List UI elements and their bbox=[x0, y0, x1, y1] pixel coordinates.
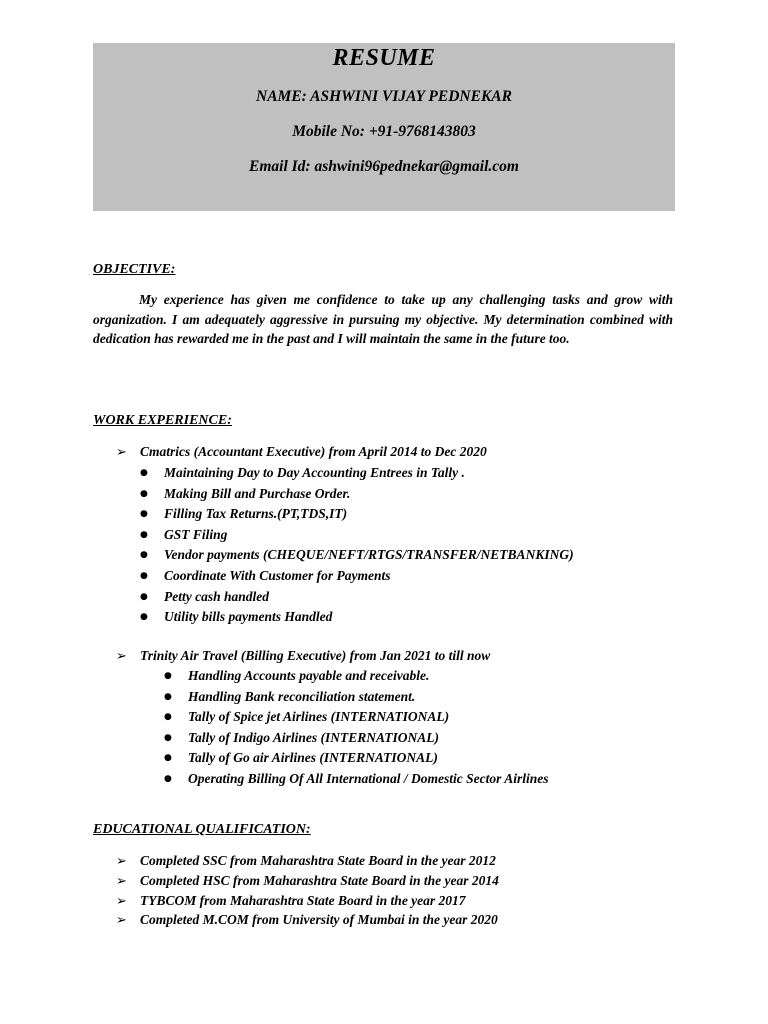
education-item bbox=[116, 912, 498, 928]
header-box bbox=[93, 43, 675, 211]
objective-paragraph bbox=[93, 290, 673, 349]
duty-item bbox=[140, 527, 227, 543]
duty-text: GST Filing bbox=[164, 526, 228, 542]
bullet-dot-icon: ● bbox=[140, 488, 148, 499]
duty-text: Handling Accounts payable and receivable. bbox=[188, 668, 430, 683]
duty-text: Maintaining Day to Day Accounting Entrees in Tally . bbox=[164, 465, 465, 480]
arrow-bullet-icon: ➢ bbox=[116, 893, 127, 909]
mobile-line: Mobile No: +91-9768143803 bbox=[292, 123, 476, 140]
education-text: Completed SSC from Maharashtra State Board in the year 2012 bbox=[140, 853, 496, 868]
education-text: Completed M.COM from University of Mumbai in the year 2020 bbox=[140, 912, 498, 928]
name-line: NAME: ASHWINI VIJAY PEDNEKAR bbox=[256, 88, 512, 105]
bullet-dot-icon: ● bbox=[164, 753, 172, 764]
bullet-dot-icon: ● bbox=[140, 468, 148, 478]
duty-text: Utility bills payments Handled bbox=[164, 609, 333, 625]
resume-title: RESUME bbox=[332, 45, 436, 71]
job-title bbox=[116, 648, 490, 664]
duty-text: Tally of Indigo Airlines (INTERNATIONAL) bbox=[188, 729, 440, 745]
bullet-dot-icon: ● bbox=[164, 774, 172, 784]
duty-item bbox=[140, 465, 465, 481]
duty-item bbox=[140, 568, 391, 584]
education-text: TYBCOM from Maharashtra State Board in the year 2017 bbox=[140, 892, 466, 908]
education-item bbox=[116, 873, 499, 889]
bullet-dot-icon: ● bbox=[140, 550, 148, 561]
duty-item bbox=[164, 709, 449, 725]
duty-item bbox=[140, 506, 347, 522]
arrow-bullet-icon: ➢ bbox=[116, 854, 127, 869]
arrow-bullet-icon: ➢ bbox=[116, 445, 127, 460]
duty-text: Filling Tax Returns.(PT,TDS,IT) bbox=[164, 506, 348, 522]
duty-item bbox=[164, 730, 439, 746]
duty-text: Coordinate With Customer for Payments bbox=[164, 568, 391, 583]
duty-item bbox=[140, 486, 350, 502]
objective-text: My experience has given me confidence to take up any challenging tasks and grow with organization. I am adequately aggressive in pursuing my objective. My determination combined with dedication has rewarded me in the past and I will maintain the same in the future too. bbox=[93, 292, 673, 346]
bullet-dot-icon: ● bbox=[164, 732, 172, 743]
arrow-bullet-icon: ➢ bbox=[116, 913, 127, 929]
education-heading: EDUCATIONAL QUALIFICATION: bbox=[93, 822, 311, 837]
duty-item bbox=[164, 689, 415, 705]
bullet-dot-icon: ● bbox=[140, 612, 148, 623]
bullet-dot-icon: ● bbox=[164, 691, 172, 702]
objective-heading: OBJECTIVE: bbox=[93, 262, 176, 277]
duty-item bbox=[140, 589, 269, 605]
bullet-dot-icon: ● bbox=[164, 671, 172, 681]
duty-text: Handling Bank reconciliation statement. bbox=[188, 688, 416, 704]
duty-text: Vendor payments (CHEQUE/NEFT/RTGS/TRANSFER/NETBANKING) bbox=[164, 547, 574, 563]
duty-text: Tally of Spice jet Airlines (INTERNATIONAL) bbox=[188, 709, 450, 725]
duty-item bbox=[140, 547, 574, 563]
job-title-text: Cmatrics (Accountant Executive) from April 2014 to Dec 2020 bbox=[140, 444, 487, 459]
education-text: Completed HSC from Maharashtra State Board in the year 2014 bbox=[140, 872, 499, 888]
duty-text: Tally of Go air Airlines (INTERNATIONAL) bbox=[188, 750, 438, 766]
job-title bbox=[116, 444, 487, 460]
duty-item bbox=[140, 609, 332, 625]
bullet-dot-icon: ● bbox=[140, 529, 148, 540]
bullet-dot-icon: ● bbox=[140, 571, 148, 581]
duty-item bbox=[164, 750, 438, 766]
arrow-bullet-icon: ➢ bbox=[116, 873, 127, 889]
education-item bbox=[116, 893, 466, 909]
email-line: Email Id: ashwini96pednekar@gmail.com bbox=[249, 158, 519, 175]
arrow-bullet-icon: ➢ bbox=[116, 649, 127, 664]
work-experience-heading: WORK EXPERIENCE: bbox=[93, 413, 232, 428]
duty-item bbox=[164, 771, 549, 787]
duty-text: Petty cash handled bbox=[164, 588, 269, 604]
bullet-dot-icon: ● bbox=[164, 712, 172, 723]
education-item bbox=[116, 853, 496, 869]
duty-text: Operating Billing Of All International / Domestic Sector Airlines bbox=[188, 771, 549, 786]
bullet-dot-icon: ● bbox=[140, 591, 148, 602]
duty-item bbox=[164, 668, 429, 684]
bullet-dot-icon: ● bbox=[140, 509, 148, 520]
duty-text: Making Bill and Purchase Order. bbox=[164, 485, 351, 501]
job-title-text: Trinity Air Travel (Billing Executive) from Jan 2021 to till now bbox=[140, 648, 491, 663]
